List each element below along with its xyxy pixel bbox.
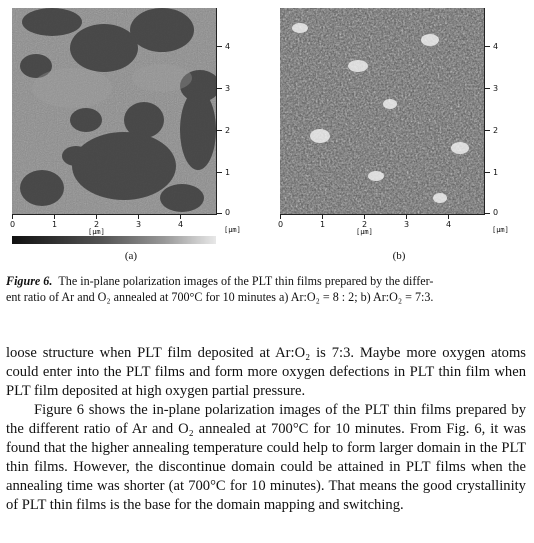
y-tick-label: 1 xyxy=(225,168,231,177)
x-tick-label: 0 xyxy=(278,220,284,229)
figure-panel-a xyxy=(4,8,258,262)
afm-image-a xyxy=(12,8,217,215)
y-tick-label: 4 xyxy=(225,42,231,51)
y-tick-label: 0 xyxy=(493,208,499,217)
text-line: loose structure when PLT film deposited at Ar:O₂ is 7:3. Maybe more oxygen xyxy=(6,345,486,361)
figure-panel-b xyxy=(272,8,526,262)
x-tick-label: 4 xyxy=(446,220,452,229)
y-axis-a xyxy=(216,8,256,218)
text-line: could be attained in PLT films when the annealing time was shorter (at 700°C xyxy=(6,459,526,494)
text-line: form larger domain in the PLT thin films. However, the discontinue domain xyxy=(6,440,526,475)
x-axis-b xyxy=(280,214,526,234)
figure-caption-line: ent ratio of Ar and O₂ annealed at 700°C for 10 minutes a) Ar:O₂ = 8 : 2; b) Ar:O₂ = 7:3. xyxy=(6,290,434,304)
y-tick-label: 0 xyxy=(225,208,231,217)
x-tick-label: 1 xyxy=(320,220,326,229)
text-line: thin film when PLT film deposited at high oxygen partial pressure. xyxy=(6,364,526,399)
y-unit-label: [μm] xyxy=(224,226,241,234)
y-axis-b xyxy=(484,8,524,218)
color-scale-bar-a xyxy=(12,236,216,244)
text-line: for 10 minutes). That means the good crystallinity of PLT thin films is the base xyxy=(6,478,526,513)
y-tick-label: 1 xyxy=(493,168,499,177)
paragraph xyxy=(6,401,526,515)
figure-label: Figure 6. xyxy=(6,274,53,288)
y-tick-label: 3 xyxy=(225,84,231,93)
y-tick-label: 2 xyxy=(225,126,231,135)
y-tick-label: 3 xyxy=(493,84,499,93)
x-tick-label: 0 xyxy=(10,220,16,229)
afm-image-b xyxy=(280,8,485,215)
text-line: Figure 6 shows the in-plane polarization images of the PLT thin films xyxy=(34,402,451,418)
body-text xyxy=(6,344,526,515)
text-line: From Fig. 6, it was found that the higher annealing temperature could help to xyxy=(6,421,526,456)
paragraph xyxy=(6,344,526,401)
caption-text: The in-plane polarization images of the PLT thin films prepared by the differ- xyxy=(58,274,434,288)
figure-caption xyxy=(6,273,528,305)
y-tick-label: 4 xyxy=(493,42,499,51)
x-unit-label: [μm] xyxy=(88,228,105,236)
figure-caption-line xyxy=(6,273,528,289)
x-tick-label: 2 xyxy=(362,220,368,229)
panel-letter-b: (b) xyxy=(392,250,406,262)
x-tick-label: 1 xyxy=(52,220,58,229)
x-tick-label: 4 xyxy=(178,220,184,229)
y-unit-label: [μm] xyxy=(492,226,509,234)
x-axis-a xyxy=(12,214,258,234)
x-tick-label: 3 xyxy=(136,220,142,229)
x-unit-label: [μm] xyxy=(356,228,373,236)
text-line: prepared by the different ratio of Ar and O₂ annealed at 700°C for 10 minutes. xyxy=(6,402,526,437)
x-tick-label: 2 xyxy=(94,220,100,229)
panel-letter-a: (a) xyxy=(124,250,138,262)
text-line: atoms could enter into the PLT films and form more oxygen defections in PLT xyxy=(6,345,526,380)
text-line: for the domain mapping and switching. xyxy=(174,497,404,513)
y-tick-label: 2 xyxy=(493,126,499,135)
x-tick-label: 3 xyxy=(404,220,410,229)
